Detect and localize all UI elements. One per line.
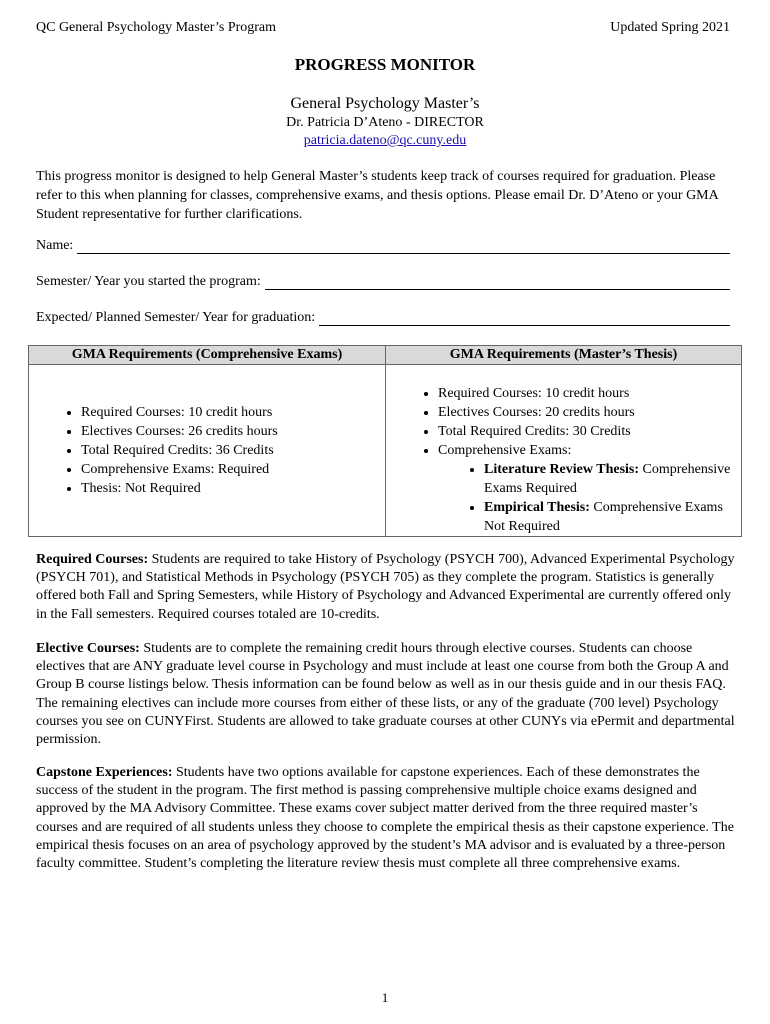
graduation-input-line[interactable] <box>319 310 730 326</box>
page-title: PROGRESS MONITOR <box>294 55 476 74</box>
header-program: QC General Psychology Master’s Program <box>36 20 277 35</box>
required-courses-label: Required Courses: <box>36 552 149 567</box>
page-number: 1 <box>381 990 389 1005</box>
empirical-thesis-label: Empirical Thesis: <box>484 500 590 515</box>
required-courses-text: Students are required to take History of Psychology (PSYCH 700), Advanced Experimental Psychology (PSYCH 701), and Statistical Methods in Psychology (PSYCH 705) as they complete the program. Statistics is generally offered both Fall and Spring Semesters, while History of Psychology and Advanced Experimental are currently offered only in the Fall semesters. Required courses totaled are 10-credits. <box>36 552 735 622</box>
empirical-thesis-option <box>484 498 741 536</box>
header-updated: Updated Spring 2021 <box>610 20 730 35</box>
requirements-table <box>28 345 742 537</box>
masters-thesis-header: GMA Requirements (Master’s Thesis) <box>386 346 742 365</box>
masters-thesis-cell <box>386 365 742 537</box>
empirical-thesis-text: Comprehensive Exams Not Required <box>484 500 723 534</box>
start-semester-field <box>36 274 730 290</box>
director-email-link[interactable]: patricia.dateno@qc.cuny.edu <box>303 133 467 148</box>
graduation-label: Expected/ Planned Semester/ Year for graduation: <box>36 310 316 325</box>
literature-review-label: Literature Review Thesis: <box>484 462 640 477</box>
list-item: • Electives Courses: 20 credits hours <box>438 403 741 422</box>
page-subtitle: General Psychology Master’s <box>290 95 480 112</box>
comprehensive-requirements-list <box>29 365 385 498</box>
intro-paragraph: This progress monitor is designed to help General Master’s students keep track of courses required for graduation. Please refer to this when planning for classes, comprehensive exams, and thesis options. Please email Dr. D’Ateno or your GMA Student representative for further clarifications. <box>36 169 718 222</box>
name-input-line[interactable] <box>77 238 730 254</box>
elective-courses-paragraph <box>36 640 736 749</box>
list-item: • Total Required Credits: 36 Credits <box>81 441 385 460</box>
start-semester-input-line[interactable] <box>265 274 730 290</box>
director-email-row <box>0 133 770 149</box>
name-field <box>36 238 730 254</box>
director-line: Dr. Patricia D’Ateno - DIRECTOR <box>286 115 484 130</box>
elective-courses-text: Students are to complete the remaining credit hours through elective courses. Students can choose electives that are ANY graduate level course in Psychology and must include at least one course from both the Group A and Group B course listings below. Thesis information can be found below as well as in our thesis guide and in our thesis FAQ. The remaining electives can include more courses from either of these lists, or any of the graduate (700 level) Psychology courses you see on CUNYFirst. Students are allowed to take graduate courses at other CUNYs via ePermit and departmental permission. <box>36 641 735 748</box>
list-item <box>438 441 741 536</box>
thesis-option-list <box>438 460 741 536</box>
list-item: • Required Courses: 10 credit hours <box>81 403 385 422</box>
capstone-label: Capstone Experiences: <box>36 765 173 780</box>
list-item: • Total Required Credits: 30 Credits <box>438 422 741 441</box>
list-item: • Thesis: Not Required <box>81 479 385 498</box>
literature-review-option <box>484 460 741 498</box>
capstone-paragraph <box>36 764 736 873</box>
literature-review-text: Comprehensive Exams Required <box>484 462 731 496</box>
thesis-requirements-list <box>386 365 741 536</box>
capstone-text: Students have two options available for capstone experiences. Each of these demonstrates the success of the student in the program. The first method is passing comprehensive multiple choice exams designed and approved by the MA Advisory Committee. These exams cover subject matter derived from the three required master’s courses and are required of all students unless they choose to complete the empirical thesis as their capstone experience. The empirical thesis focuses on an area of psychology approved by the student’s MA advisor and is evaluated by a three-person faculty committee. Student’s completing the literature review thesis must complete all three comprehensive exams. <box>36 765 734 872</box>
comprehensive-exams-cell <box>29 365 386 537</box>
start-semester-label: Semester/ Year you started the program: <box>36 274 261 289</box>
graduation-field <box>36 310 730 326</box>
comprehensive-exams-label: Comprehensive Exams: <box>438 443 572 458</box>
list-item: • Electives Courses: 26 credits hours <box>81 422 385 441</box>
list-item: • Required Courses: 10 credit hours <box>438 384 741 403</box>
required-courses-paragraph <box>36 551 736 624</box>
list-item: • Comprehensive Exams: Required <box>81 460 385 479</box>
name-label: Name: <box>36 238 74 253</box>
elective-courses-label: Elective Courses: <box>36 641 140 656</box>
comprehensive-exams-header: GMA Requirements (Comprehensive Exams) <box>29 346 386 365</box>
